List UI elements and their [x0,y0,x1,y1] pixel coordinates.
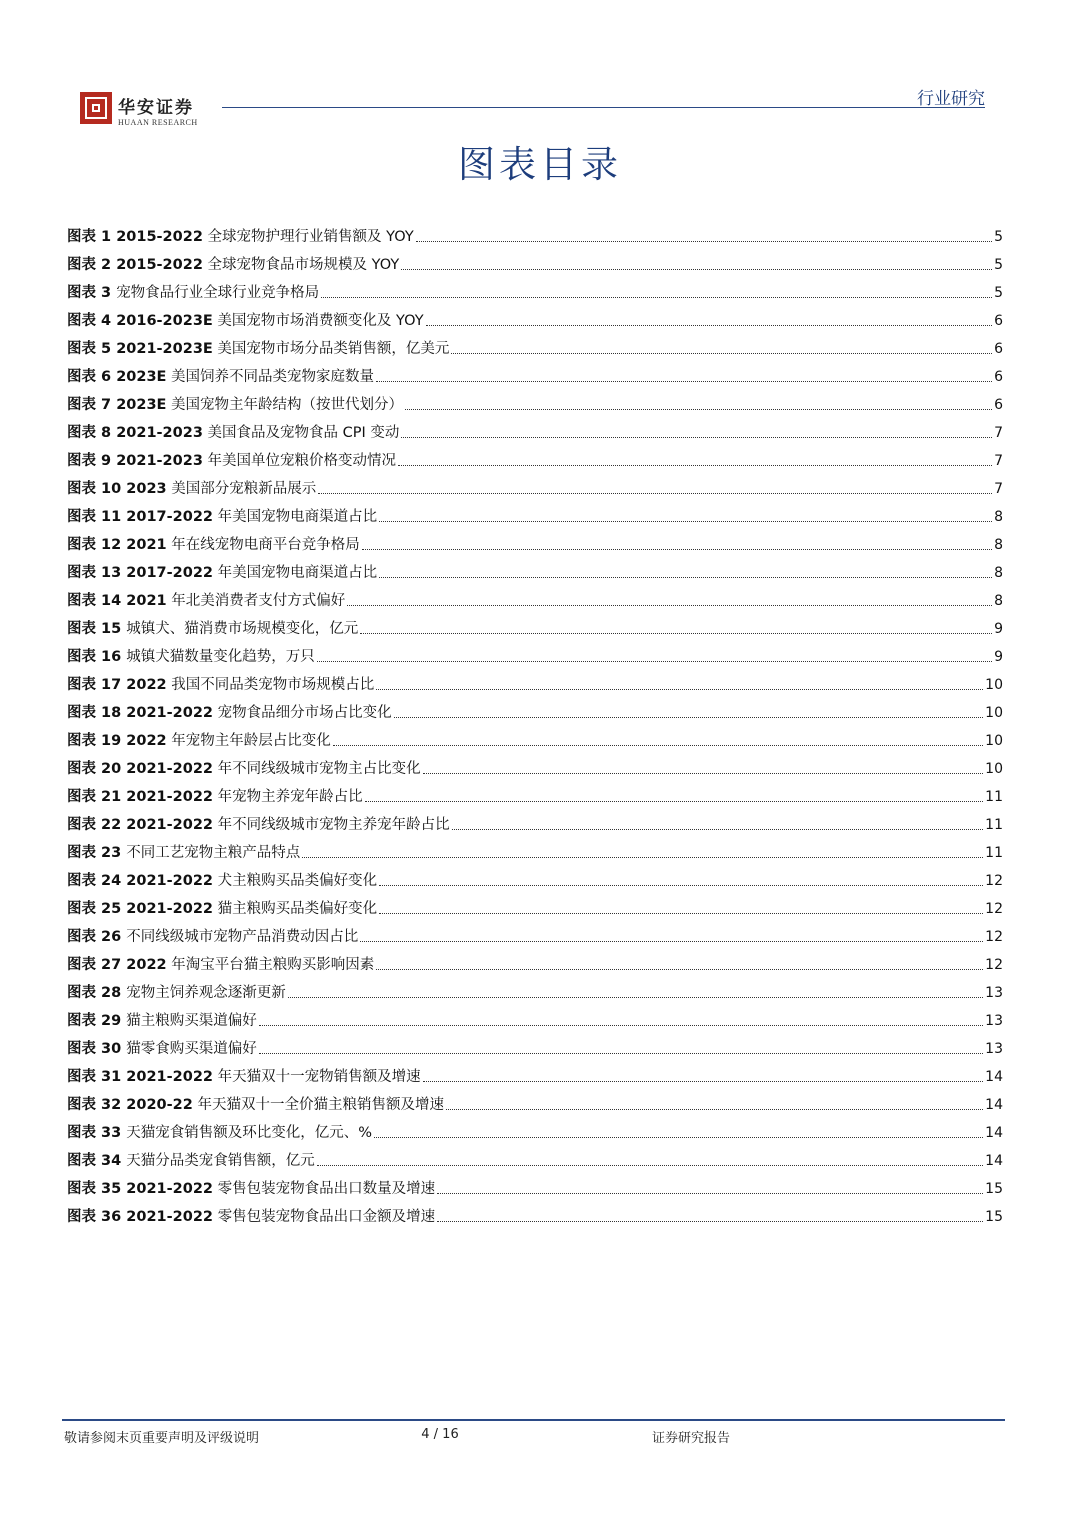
toc-entry-number: 图表 21 [67,789,127,805]
dot-leader [401,436,992,438]
toc-entry-year: 2015-2022 [116,229,203,245]
dot-leader [437,1192,983,1194]
toc-entry-year: 2021 [126,593,167,609]
page-title: 图表目录 [458,143,622,186]
toc-entry-label [67,563,377,583]
toc-entry-year: 2021-2022 [126,1069,214,1085]
toc-entry-label [67,591,345,611]
toc-entry-number: 图表 22 [67,817,127,833]
dot-leader [317,1164,983,1166]
brand-name-en: HUAAN RESEARCH [118,118,198,127]
toc-entry-number: 图表 4 [67,313,117,329]
toc-entry-year: 2021-2022 [126,789,214,805]
dot-leader [379,576,992,578]
toc-entry-year: 2021-2023 [116,425,203,441]
toc-entry-number: 图表 36 [67,1209,127,1225]
toc-entry-year: 2023 [126,481,167,497]
toc-entry-label [67,759,421,779]
toc-entry-title: 城镇犬、猫消费市场规模变化，亿元 [126,621,359,637]
toc-entry[interactable] [67,1003,1003,1031]
toc-entry-page: 10 [985,761,1003,777]
toc-entry-page: 12 [985,873,1003,889]
toc-entry-title: 年宠物主年龄层占比变化 [166,733,331,749]
toc-entry-label [67,311,424,331]
toc-entry-number: 图表 14 [67,593,127,609]
toc-entry-title: 犬主粮购买品类偏好变化 [213,873,378,889]
toc-entry-title: 年美国宠物电商渠道占比 [213,565,378,581]
toc-entry-page: 8 [994,593,1003,609]
toc-entry-title: 不同工艺宠物主粮产品特点 [126,845,301,861]
dot-leader [437,1220,983,1222]
footer-disclaimer: 敬请参阅末页重要声明及评级说明 [64,1431,260,1446]
toc-entry-label [67,871,377,891]
dot-leader [302,856,983,858]
dot-leader [394,716,984,718]
toc-entry-label [67,367,374,387]
toc-entry-page: 14 [985,1097,1003,1113]
dot-leader [398,464,992,466]
dot-leader [426,324,992,326]
toc-entry-number: 图表 20 [67,761,127,777]
dot-leader [416,240,992,242]
dot-leader [452,828,984,830]
toc-entry-number: 图表 9 [67,453,117,469]
toc-entry-page: 5 [994,285,1003,301]
toc-entry-year: 2021-2023E [116,341,213,357]
dot-leader [259,1024,983,1026]
dot-leader [317,660,992,662]
toc-entry-year: 2017-2022 [126,509,214,525]
toc-entry[interactable] [67,527,1003,555]
toc-entry-year: 2020-22 [126,1097,193,1113]
toc-entry-year: 2023E [116,369,167,385]
toc-entry-year: 2017-2022 [126,565,214,581]
toc-entry-label [67,1179,435,1199]
toc-entry-label [67,283,319,303]
toc-entry-label [67,1207,435,1227]
toc-entry[interactable] [67,359,1003,387]
toc-entry-title: 我国不同品类宠物市场规模占比 [166,677,375,693]
toc-entry-label [67,1095,444,1115]
toc-entry-year: 2023E [116,397,167,413]
toc-entry-title: 年不同线级城市宠物主养宠年龄占比 [213,817,450,833]
toc-entry-page: 13 [985,985,1003,1001]
toc-entry[interactable] [67,583,1003,611]
toc-entry-label [67,255,399,275]
toc-entry[interactable] [67,1143,1003,1171]
toc-entry-page: 13 [985,1041,1003,1057]
dot-leader [318,492,992,494]
toc-entry-page: 7 [994,481,1003,497]
footer-report-type: 证券研究报告 [652,1431,731,1446]
toc-entry[interactable] [67,723,1003,751]
toc-entry-label [67,843,300,863]
toc-entry-page: 8 [994,537,1003,553]
toc-entry-year: 2021-2022 [126,817,214,833]
toc-entry-title: 年北美消费者支付方式偏好 [166,593,346,609]
toc-entry-title: 全球宠物食品市场规模及 YOY [202,257,400,273]
toc-entry-page: 8 [994,509,1003,525]
dot-leader [423,772,984,774]
toc-entry[interactable] [67,919,1003,947]
toc-entry-title: 年美国单位宠粮价格变动情况 [202,453,397,469]
toc-entry-title: 全球宠物护理行业销售额及 YOY [202,229,414,245]
toc-entry-label [67,535,360,555]
toc-entry[interactable] [67,303,1003,331]
toc-entry-title: 零售包装宠物食品出口数量及增速 [213,1181,436,1197]
toc-entry-number: 图表 13 [67,565,127,581]
toc-entry-title: 不同线级城市宠物产品消费动因占比 [126,929,359,945]
toc-entry-page: 14 [985,1069,1003,1085]
toc-entry[interactable] [67,611,1003,639]
toc-entry-label [67,423,399,443]
toc-entry-label [67,1039,257,1059]
toc-entry[interactable] [67,751,1003,779]
toc-entry-page: 14 [985,1125,1003,1141]
footer-divider [62,1419,1005,1421]
toc-entry-number: 图表 6 [67,369,117,385]
toc-entry-number: 图表 3 [67,285,117,301]
toc-entry-title: 猫主粮购买渠道偏好 [126,1013,257,1029]
toc-entry-number: 图表 35 [67,1181,127,1197]
toc-entry-number: 图表 28 [67,985,127,1001]
toc-entry-title: 美国宠物市场分品类销售额，亿美元 [212,341,450,357]
toc-entry-number: 图表 25 [67,901,127,917]
toc-entry-title: 猫主粮购买品类偏好变化 [213,901,378,917]
dot-leader [379,520,992,522]
toc-entry-title: 年不同线级城市宠物主占比变化 [213,761,421,777]
toc-entry-number: 图表 33 [67,1125,127,1141]
toc-entry-title: 零售包装宠物食品出口金额及增速 [213,1209,436,1225]
toc-entry[interactable] [67,667,1003,695]
toc-entry-title: 年在线宠物电商平台竞争格局 [166,537,360,553]
dot-leader [374,1136,983,1138]
toc-entry-year: 2022 [126,733,167,749]
dot-leader [405,408,992,410]
dot-leader [288,996,983,998]
toc-entry-label [67,787,363,807]
toc-entry[interactable] [67,1059,1003,1087]
toc-entry-page: 13 [985,1013,1003,1029]
toc-entry-page: 7 [994,425,1003,441]
dot-leader [347,604,992,606]
dot-leader [362,548,992,550]
toc-entry-year: 2015-2022 [116,257,203,273]
toc-entry-title: 年美国宠物电商渠道占比 [213,509,378,525]
toc-entry-label [67,227,414,247]
toc-entry-number: 图表 32 [67,1097,127,1113]
dot-leader [376,380,992,382]
toc-entry-number: 图表 26 [67,929,127,945]
dot-leader [259,1052,983,1054]
toc-entry-page: 5 [994,257,1003,273]
toc-entry-year: 2021-2022 [126,901,214,917]
toc-entry-label [67,507,377,527]
toc-entry-number: 图表 8 [67,425,117,441]
toc-entry[interactable] [67,1087,1003,1115]
dot-leader [451,352,992,354]
toc-entry-page: 11 [985,845,1003,861]
toc-entry-label [67,479,316,499]
table-of-figures [67,219,1003,1227]
toc-entry-number: 图表 12 [67,537,127,553]
toc-entry-page: 7 [994,453,1003,469]
toc-entry-label [67,927,358,947]
report-category: 行业研究 [917,89,985,109]
toc-entry[interactable] [67,499,1003,527]
toc-entry-number: 图表 34 [67,1153,127,1169]
toc-entry-page: 15 [985,1181,1003,1197]
toc-entry-title: 宠物食品细分市场占比变化 [213,705,392,721]
toc-entry-page: 12 [985,929,1003,945]
toc-entry-number: 图表 30 [67,1041,127,1057]
toc-entry-number: 图表 19 [67,733,127,749]
dot-leader [379,912,983,914]
toc-entry-number: 图表 23 [67,845,127,861]
toc-entry-year: 2021-2022 [126,761,214,777]
toc-entry-title: 美国宠物市场消费额变化及 YOY [212,313,424,329]
toc-entry[interactable] [67,639,1003,667]
toc-entry-number: 图表 1 [67,229,117,245]
dot-leader [333,744,983,746]
toc-entry-page: 6 [994,369,1003,385]
toc-entry[interactable] [67,471,1003,499]
toc-entry[interactable] [67,835,1003,863]
toc-entry-year: 2021-2022 [126,1209,214,1225]
toc-entry[interactable] [67,863,1003,891]
toc-entry-number: 图表 27 [67,957,127,973]
dot-leader [379,884,983,886]
toc-entry-title: 宠物食品行业全球行业竞争格局 [116,285,320,301]
toc-entry-page: 6 [994,313,1003,329]
toc-entry-label [67,675,374,695]
toc-entry[interactable] [67,975,1003,1003]
toc-entry-page: 6 [994,397,1003,413]
toc-entry-page: 11 [985,817,1003,833]
toc-entry-label [67,395,403,415]
toc-entry-page: 10 [985,677,1003,693]
toc-entry-number: 图表 31 [67,1069,127,1085]
dot-leader [401,268,992,270]
toc-entry-number: 图表 29 [67,1013,127,1029]
toc-entry-label [67,983,286,1003]
toc-entry-year: 2021-2022 [126,1181,214,1197]
toc-entry[interactable] [67,1115,1003,1143]
toc-entry-title: 宠物主饲养观念逐渐更新 [126,985,286,1001]
toc-entry-page: 15 [985,1209,1003,1225]
huaan-logo-icon [80,92,112,124]
toc-entry-title: 天猫分品类宠食销售额，亿元 [126,1153,315,1169]
toc-entry-title: 美国饲养不同品类宠物家庭数量 [166,369,375,385]
toc-entry-page: 12 [985,957,1003,973]
toc-entry-number: 图表 15 [67,621,127,637]
toc-entry-label [67,731,331,751]
toc-entry[interactable] [67,387,1003,415]
toc-entry-label [67,1011,257,1031]
toc-entry-number: 图表 16 [67,649,127,665]
toc-entry-label [67,339,449,359]
toc-entry-number: 图表 11 [67,509,127,525]
brand-name-cn: 华安证券 [118,98,194,118]
toc-entry[interactable] [67,275,1003,303]
toc-entry[interactable] [67,443,1003,471]
toc-entry-page: 10 [985,733,1003,749]
dot-leader [423,1080,984,1082]
toc-entry-year: 2022 [126,677,167,693]
toc-entry-page: 6 [994,341,1003,357]
toc-entry-title: 天猫宠食销售额及环比变化，亿元、% [126,1125,373,1141]
toc-entry-label [67,703,392,723]
toc-entry-page: 14 [985,1153,1003,1169]
dot-leader [446,1108,983,1110]
toc-entry-year: 2022 [126,957,167,973]
toc-entry-title: 年天猫双十一全价猫主粮销售额及增速 [192,1097,444,1113]
toc-entry-number: 图表 24 [67,873,127,889]
toc-entry-number: 图表 10 [67,481,127,497]
toc-entry-label [67,815,450,835]
toc-entry-number: 图表 18 [67,705,127,721]
toc-entry-title: 年宠物主养宠年龄占比 [213,789,363,805]
toc-entry-page: 9 [994,621,1003,637]
toc-entry-number: 图表 2 [67,257,117,273]
dot-leader [376,688,983,690]
toc-entry-title: 猫零食购买渠道偏好 [126,1041,257,1057]
toc-entry-year: 2021-2022 [126,873,214,889]
toc-entry-title: 城镇犬猫数量变化趋势，万只 [126,649,315,665]
toc-entry[interactable] [67,695,1003,723]
toc-entry[interactable] [67,555,1003,583]
toc-entry-year: 2016-2023E [116,313,213,329]
dot-leader [365,800,984,802]
toc-entry[interactable] [67,331,1003,359]
toc-entry-label [67,899,377,919]
toc-entry-number: 图表 17 [67,677,127,693]
toc-entry-page: 8 [994,565,1003,581]
toc-entry-page: 11 [985,789,1003,805]
toc-entry-number: 图表 7 [67,397,117,413]
dot-leader [360,940,983,942]
header-divider [222,107,985,108]
toc-entry-number: 图表 5 [67,341,117,357]
toc-entry-year: 2021 [126,537,167,553]
toc-entry-label [67,1151,315,1171]
toc-entry[interactable] [67,1031,1003,1059]
toc-entry-title: 年淘宝平台猫主粮购买影响因素 [166,957,375,973]
toc-entry-page: 9 [994,649,1003,665]
toc-entry-page: 12 [985,901,1003,917]
toc-entry[interactable] [67,891,1003,919]
toc-entry-label [67,1123,372,1143]
toc-entry-title: 年天猫双十一宠物销售额及增速 [213,1069,421,1085]
footer-page-number: 4 / 16 [421,1427,459,1442]
toc-entry[interactable] [67,219,1003,247]
dot-leader [321,296,992,298]
page-header [0,0,1080,140]
toc-entry[interactable] [67,779,1003,807]
toc-entry[interactable] [67,247,1003,275]
toc-entry[interactable] [67,415,1003,443]
toc-entry-page: 5 [994,229,1003,245]
toc-entry[interactable] [67,1171,1003,1199]
toc-entry-label [67,647,315,667]
toc-entry-label [67,619,358,639]
toc-entry-year: 2021-2022 [126,705,214,721]
toc-entry-page: 10 [985,705,1003,721]
dot-leader [376,968,983,970]
toc-entry[interactable] [67,807,1003,835]
toc-entry-year: 2021-2023 [116,453,203,469]
toc-entry[interactable] [67,947,1003,975]
toc-entry-title: 美国部分宠粮新品展示 [166,481,317,497]
toc-entry-label [67,1067,421,1087]
toc-entry-title: 美国宠物主年龄结构（按世代划分） [166,397,404,413]
toc-entry-label [67,955,374,975]
dot-leader [360,632,992,634]
toc-entry[interactable] [67,1199,1003,1227]
toc-entry-label [67,451,396,471]
toc-entry-title: 美国食品及宠物食品 CPI 变动 [202,425,400,441]
